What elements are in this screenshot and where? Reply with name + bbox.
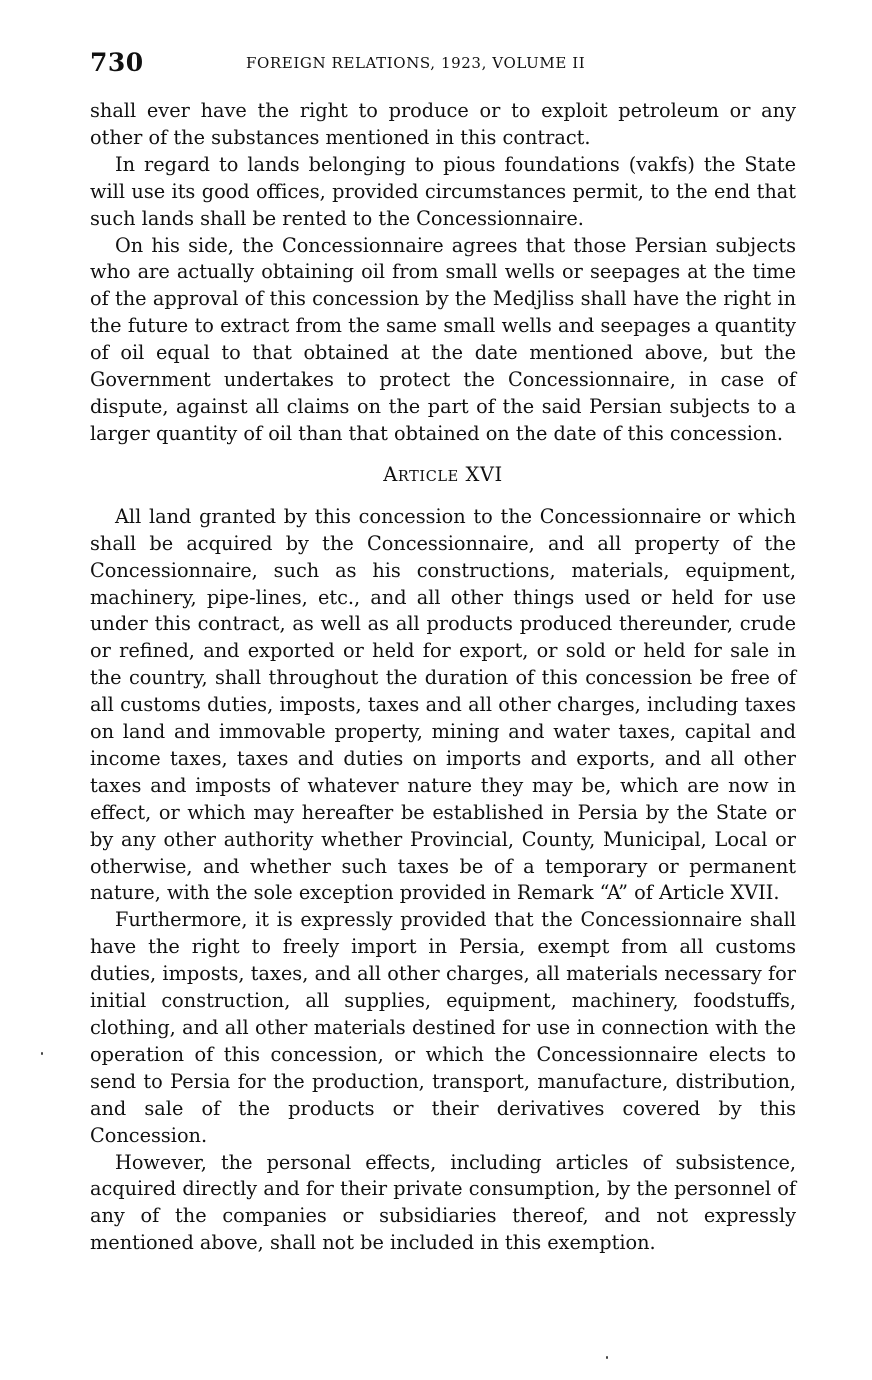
article-heading-initial: A — [383, 462, 398, 486]
paragraph-persian-subjects: On his side, the Concessionnaire agrees that those Persian subjects who are actually obtaining oil from small wells or seepages at the time of the approval of this concession by the Medjliss shall have the right in the future to extract from the same small wells and seepages a quantity of oil equal to that obtained at the date mentioned above, but the Government undertakes to protect the Concessionnaire, in case of dispute, against all claims on the part of the said Persian subjects to a larger quantity of oil than that obtained on the date of this concession. — [90, 233, 796, 445]
stray-ink-mark — [41, 1052, 43, 1055]
paragraph-continued: shall ever have the right to produce or to exploit petroleum or any other of the substances mentioned in this contract. — [90, 99, 796, 149]
running-title: FOREIGN RELATIONS, 1923, VOLUME II — [246, 54, 586, 72]
body-text — [90, 98, 796, 1257]
article-paragraph-land-exemption: All land granted by this concession to the Concessionnaire or which shall be acquired by the Concessionnaire, and all property of the Concessionnaire, such as his constructions, materials, equipment, machinery, pipe-lines, etc., and all other things used or held for use under this contract, as well as all products produced thereunder, crude or refined, and exported or held for export, or sold or held for sale in the country, shall throughout the duration of this concession be free of all customs duties, imposts, taxes and all other charges, including taxes on land and immovable property, mining and water taxes, capital and income taxes, taxes and duties on imports and exports, and all other taxes and imposts of whatever nature they may be, which are now in effect, or which may hereafter be established in Persia by the State or by any other authority whether Provincial, County, Municipal, Local or otherwise, and whether such taxes be of a temporary or permanent nature, with the sole exception provided in Remark “A” of Article XVII. — [90, 504, 796, 905]
article-heading — [90, 460, 796, 492]
article-heading-rest: RTICLE — [397, 468, 459, 485]
article-number: XVI — [465, 462, 503, 486]
page-number: 730 — [90, 48, 144, 77]
article-paragraph-personal-effects: However, the personal effects, including articles of subsistence, acquired directly and for their private consumption, by the personnel of any of the companies or subsidiaries thereof, and not expressly mentioned above, shall not be included in this exemption. — [90, 1150, 796, 1255]
paragraph-pious-foundations: In regard to lands belonging to pious foundations (vakfs) the State will use its good offices, provided circumstances permit, to the end that such lands shall be rented to the Concessionnaire. — [90, 152, 796, 230]
running-header — [90, 48, 796, 82]
article-paragraph-import-rights: Furthermore, it is expressly provided that the Concessionnaire shall have the right to freely import in Persia, exempt from all customs duties, imposts, taxes, and all other charges, all materials necessary for initial construction, all supplies, equipment, machinery, foodstuffs, clothing, and all other materials destined for use in connection with the operation of this concession, or which the Concessionnaire elects to send to Persia for the production, transport, manufacture, distribution, and sale of the products or their derivatives covered by this Concession. — [90, 908, 796, 1147]
stray-ink-mark — [606, 1356, 608, 1359]
